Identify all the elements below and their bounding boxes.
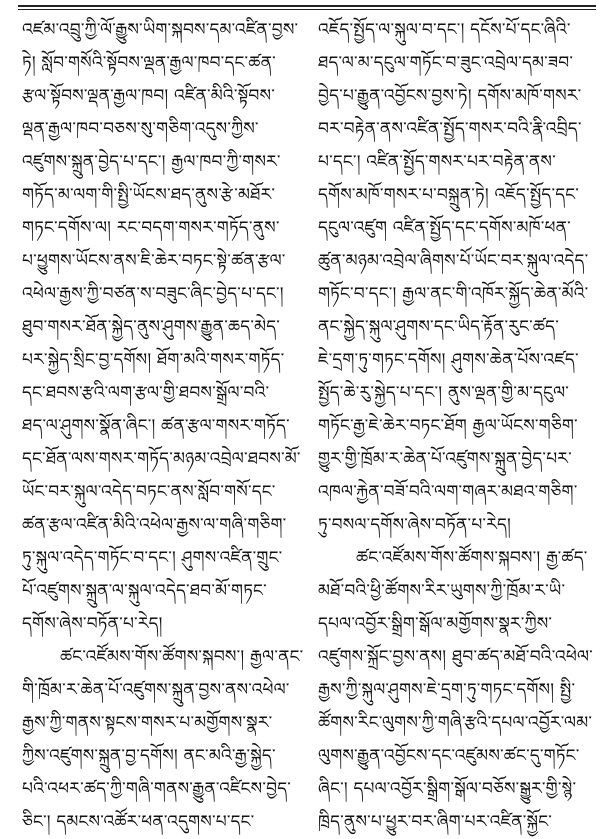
- text-line: ཐད་ལ་མ་དངུལ་གཏོང་བ་ཟུང་འབྲེལ་དམ་ཟབ་: [318, 53, 574, 73]
- text-line: བར་བརྟེན་ནས་འཛིན་སྤྱོད་གསར་བའི་རྣི་འབྲིད་: [318, 119, 582, 139]
- text-line: སྤྱོད་ཆེ་རུ་སྐྱེད་པ་དང་། ནུས་ལྡན་གྱི་མ་དངུལ་: [318, 383, 570, 403]
- text-line: ཏུ་བསལ་དགོས་ཞེས་བཏོན་པ་རེད།: [318, 515, 511, 535]
- text-line: ཁྲིད་ནུས་པ་ཕྱུར་བར་ཞིག་པར་འཛིན་སྐྱོང་: [318, 812, 552, 832]
- text-line: པ་དང་། འཛིན་སྤྱོད་གསར་པར་བརྟེན་ནས་: [318, 152, 556, 172]
- top-rule-thin: [18, 9, 596, 10]
- text-line: ལུགས་རྒྱུན་འབྱོངས་དང་འཛུམས་ཚང་དུ་གཏོང་: [318, 746, 580, 766]
- text-line: ཐུབ་གསར་ཐོན་སྐྱེད་ནུས་ཤུགས་རྒྱུན་ཆད་མེད་: [22, 317, 281, 337]
- text-line: ནང་སྐྱེད་སྐུལ་ཤུགས་དང་ཡིད་རྟོན་རུང་ཚད་: [318, 317, 559, 337]
- text-line: དངུལ་འཛུག འཛིན་སྤྱོད་དང་དགོས་མཁོ་ཕན་: [318, 218, 571, 238]
- text-line: དང་ཐོན་ལས་གསར་གཏོད་མཉམ་འབྲེལ་ཐབས་མོ་: [22, 449, 301, 469]
- text-line: འཛུགས་སྐྲུན་བྱེད་པ་དང་། རྒྱལ་ཁབ་ཀྱི་གསར་: [22, 152, 281, 172]
- text-line: རྒྱས་ཀྱི་གནས་སྟངས་གསར་པ་མགྱོགས་སྣར་: [22, 713, 273, 733]
- text-line: དགོས་མཁོ་གསར་པ་བསྐྲུན་ཏེ། འཇོད་སྤྱོད་དང་: [318, 185, 580, 205]
- text-line: ཏེ། སློབ་གསོའི་སྟོབས་ལྡན་རྒྱལ་ཁབ་དང་ཚན་: [22, 53, 276, 73]
- right-column: [318, 14, 600, 839]
- left-column: [22, 14, 304, 839]
- text-line: འཕེལ་རྒྱས་ཀྱི་བཙན་ས་བཟུང་ཞིང་བྱེད་པ་དང་།: [22, 284, 284, 304]
- text-line: འཁལ་རྐྱེན་བཟོ་བའི་ལག་གཞར་མཐའ་གཅིག་: [318, 482, 578, 502]
- text-line: ཚང་འཛོམས་གོས་ཚོགས་སྐབས་། རྒྱ་ཚད་: [356, 548, 588, 568]
- text-line: ཚན་རྩལ་འཛིན་མིའི་འཕེལ་རྒྱས་ལ་གཞི་གཅིག་: [22, 515, 287, 535]
- text-line: པར་སྐྱེད་སྲིང་བྱ་དགོས། ཐོག་མའི་གསར་གཏོད་: [22, 350, 285, 370]
- text-line: གཏོང་བ་དང་། རྒྱལ་ནང་གི་འཁོར་སྐྱོད་ཆེན་མོའི་: [318, 284, 589, 304]
- text-line: ཐད་ལ་ཤུགས་སྣོན་ཞིང་། ཚན་རྩལ་གསར་གཏོད་: [22, 416, 290, 436]
- text-line: པོ་འཛུགས་སྐྲུན་ལ་སྐུལ་འདེད་ཐབ་མོ་གཏང་: [22, 581, 267, 601]
- text-line: དཔལ་འབྱོར་སྒྲིག་སྒོལ་མགྱོགས་སྣར་ཀྱིས་: [318, 614, 553, 634]
- text-line: གཏོང་རྒྱ་ཇེ་ཆེར་བཏང་ཐོག རྒྱལ་ཡོངས་གཅིག་: [318, 416, 578, 436]
- text-line: འཛམ་འབྲུ་ཀྱི་ལོ་རྒྱུས་ཡིག་སྐབས་དམ་འཛིན་བྱས་: [22, 20, 299, 40]
- text-line: ཅིང་། དམངས་འཚོར་ཕན་འདུགས་པ་དང་: [22, 812, 255, 832]
- text-line: ཏུ་སྐུལ་འདེད་གཏོང་བ་དང་། ཤུགས་འཛིན་གྲུང་: [22, 548, 283, 568]
- text-line: ཀྱིས་འཛུགས་སྐྲུན་བྱ་དགོས། ནང་མའི་རྒྱ་སྐྱེད་: [22, 746, 276, 766]
- text-line: གྱུར་གྱི་ཁྲོམ་ར་ཆེན་པོ་འཛུགས་སྐྲུན་བྱེད་པར་: [318, 449, 572, 469]
- text-line: ཇེ་དྲག་ཏུ་གཏང་དགོས། ཤུགས་ཆེན་པོས་འཛད་: [318, 350, 579, 370]
- text-line: མཐོ་བའི་ཕྱི་ཚོགས་རིར་ཡུགས་ཀྱི་ཁྲོམ་ར་ཡི་: [318, 581, 566, 601]
- text-line: ཚོགས་རིང་ལུགས་ཀྱི་གཞི་རྩའི་དཔལ་འབྱོར་ལམ་: [318, 713, 593, 733]
- top-rule: [18, 5, 596, 7]
- text-line: རྒྱས་ཀྱི་སྐུལ་ཤུགས་ཇེ་དྲག་ཏུ་གཏང་དགོས། སྤྱི་: [318, 680, 576, 700]
- text-line: ལྡན་རྒྱལ་ཁབ་བཅས་སུ་གཅིག་འདུས་ཀྱིས་: [22, 119, 259, 139]
- text-line: དང་ཐབས་རྩའི་ལག་རྩལ་གྱི་ཐབས་སྒྲོལ་བའི་: [22, 383, 270, 403]
- text-line: གི་ཁྲོམ་ར་ཆེན་པོ་འཛུགས་སྐྲུན་བྱས་ནས་འཕེལ་: [22, 680, 290, 700]
- text-line: པའི་འཕར་ཚད་ཀྱི་གཞི་གནས་རྒྱུན་འཛིངས་བྱེད་: [22, 779, 292, 799]
- text-line: པ་ཕྱུགས་ཡོངས་ནས་ཇི་ཆེར་བཏང་སྟེ་ཚན་རྩལ་: [22, 251, 286, 271]
- text-line: འཇོད་སྤྱོད་ལ་སྐུལ་བ་དང་། དངོས་པོ་དང་ཞིའི་: [318, 20, 571, 40]
- text-line: འཛུགས་སྐྲོང་བྱས་ནས། ཐུབ་ཚད་མཐོ་བའི་འཕེལ་: [318, 647, 593, 667]
- text-line: གཏང་དགོས་ལ། རང་བདག་གསར་གཏོད་ནུས་: [22, 218, 280, 238]
- text-line: ཚུན་མཉམ་འབྲེལ་ཞིགས་པོ་ཡོང་བར་སྐུལ་འདེད་: [318, 251, 589, 271]
- text-line: ཡོང་བར་སྐུལ་འདེད་བཏང་ནས་སློབ་གསོ་དང་: [22, 482, 276, 502]
- text-line: བྱེད་པ་རྒྱུན་འབྱོངས་བྱས་ཏེ། དགོས་མཁོ་གསར་: [318, 86, 582, 106]
- text-line: གཏོད་མ་ལག་གི་སྤྱི་ཡོངས་ཐད་ནུས་རྩེ་མཐོར་: [22, 185, 276, 205]
- text-line: ཚང་འཛོམས་གོས་ཚོགས་སྐབས་། རྒྱལ་ནང་: [60, 647, 304, 667]
- text-line: ཞིང་། དཔལ་འབྱོར་སྒྲིག་སྒོལ་བཅོས་སྒྱུར་གྱི་སྙེ་: [318, 779, 577, 799]
- text-line: དགོས་ཞེས་བཏོན་པ་རེད།: [22, 614, 163, 634]
- text-line: རྩལ་སྟོབས་ལྡན་རྒྱལ་ཁབ། འཛིན་མིའི་སྟོབས་: [22, 86, 275, 106]
